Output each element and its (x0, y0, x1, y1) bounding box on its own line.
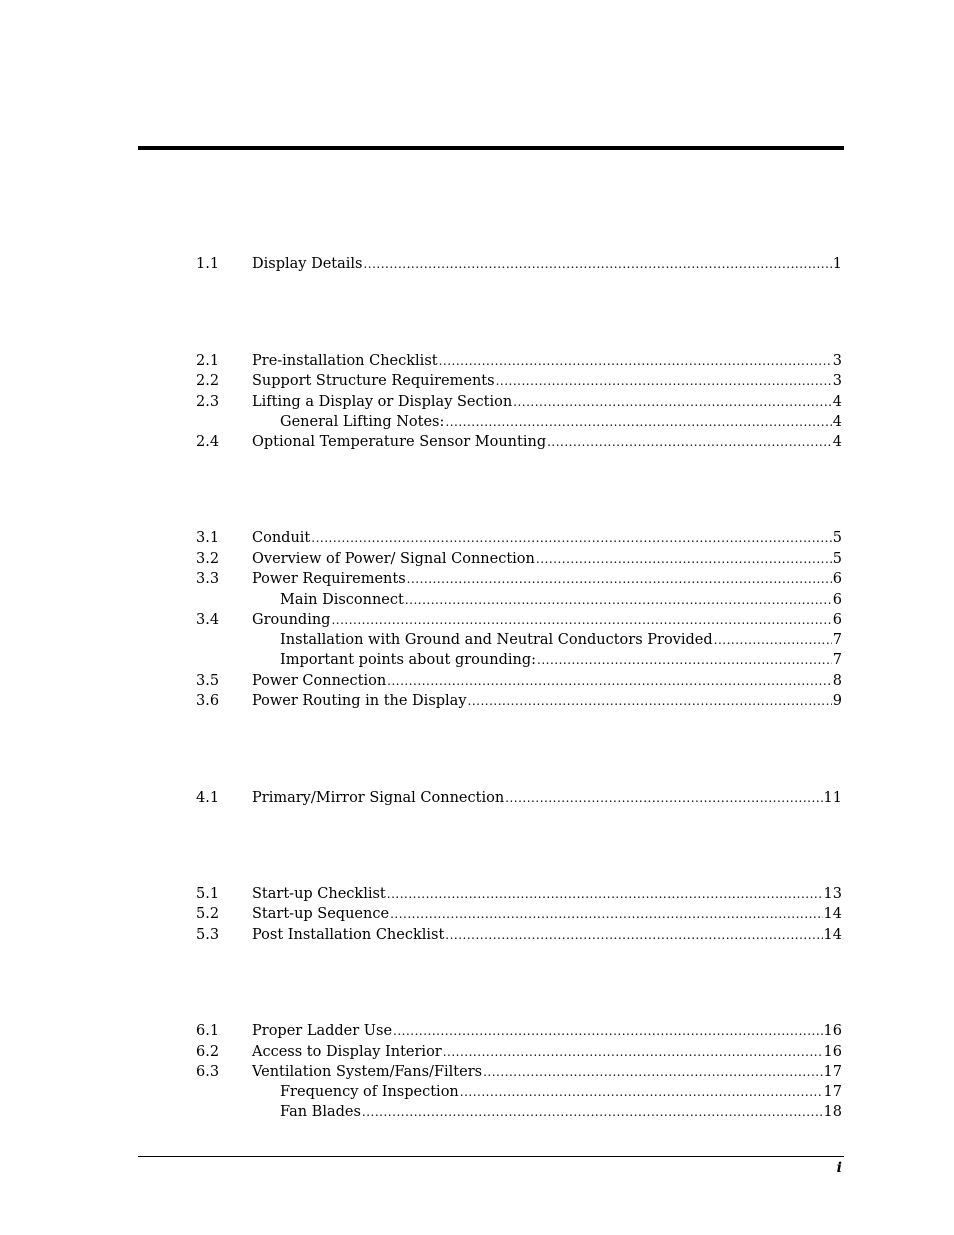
toc-entry (196, 371, 842, 391)
toc-entry (196, 528, 842, 548)
toc-entry (196, 392, 842, 412)
toc-entry (196, 1082, 842, 1102)
toc-dot-leader (363, 254, 831, 274)
toc-entry-number: 2.4 (196, 434, 220, 450)
toc-entry-number: 1.1 (196, 256, 220, 272)
toc-dot-leader (443, 1042, 823, 1062)
toc-entry-page: 18 (823, 1104, 842, 1120)
toc-dot-leader (536, 549, 832, 569)
toc-entry-page: 3 (832, 353, 842, 369)
toc-entry-page: 7 (832, 632, 842, 648)
toc-dot-leader (460, 1082, 823, 1102)
toc-entry-page: 7 (832, 652, 842, 668)
toc-entry-number: 2.3 (196, 394, 220, 410)
toc-entry-page: 3 (832, 373, 842, 389)
toc-entry-title: Ventilation System/Fans/Filters (252, 1064, 483, 1080)
toc-entry-title: Main Disconnect (280, 592, 404, 608)
toc-dot-leader (387, 884, 823, 904)
toc-entry-title: Pre-installation Checklist (252, 353, 438, 369)
toc-entry-page: 6 (832, 571, 842, 587)
toc-entry (196, 1062, 842, 1082)
toc-entry-title: Important points about grounding: (280, 652, 537, 668)
toc-entry-page: 5 (832, 530, 842, 546)
toc-dot-leader (390, 904, 822, 924)
toc-entry-title: Power Connection (252, 673, 387, 689)
toc-entry (196, 904, 842, 924)
toc-entry-title: Support Structure Requirements (252, 373, 495, 389)
toc-entry-page: 14 (823, 906, 842, 922)
toc-dot-leader (445, 412, 831, 432)
toc-entry-number: 6.1 (196, 1023, 220, 1039)
toc-entry-number: 3.1 (196, 530, 220, 546)
toc-entry-page: 6 (832, 592, 842, 608)
toc-entry-page: 11 (823, 790, 842, 806)
toc-dot-leader (505, 788, 822, 808)
toc-dot-leader (513, 392, 832, 412)
toc-entry-page: 16 (823, 1044, 842, 1060)
toc-dot-leader (405, 590, 832, 610)
toc-entry-page: 4 (832, 414, 842, 430)
toc-entry-page: 5 (832, 551, 842, 567)
toc-entry (196, 351, 842, 371)
toc-entry-page: 17 (823, 1084, 842, 1100)
footer-rule (138, 1156, 844, 1157)
toc-entry (196, 1042, 842, 1062)
toc-entry (196, 788, 842, 808)
toc-entry-title: General Lifting Notes: (280, 414, 445, 430)
toc-entry-title: Access to Display Interior (252, 1044, 442, 1060)
toc-entry-number: 3.2 (196, 551, 220, 567)
toc-entry (196, 549, 842, 569)
toc-entry-title: Grounding (252, 612, 331, 628)
toc-dot-leader (393, 1021, 823, 1041)
page-number: i (836, 1160, 842, 1176)
toc-entry (196, 610, 842, 630)
toc-entry-page: 4 (832, 434, 842, 450)
toc-dot-leader (439, 351, 832, 371)
toc-entry (196, 590, 842, 610)
toc-entry-page: 13 (823, 886, 842, 902)
toc-entry-title: Display Details (252, 256, 363, 272)
toc-entry-title: Power Requirements (252, 571, 406, 587)
toc-entry-page: 17 (823, 1064, 842, 1080)
toc-entry (196, 432, 842, 452)
toc-entry-page: 6 (832, 612, 842, 628)
toc-entry (196, 650, 842, 670)
toc-entry-title: Optional Temperature Sensor Mounting (252, 434, 547, 450)
toc-entry (196, 254, 842, 274)
toc-dot-leader (714, 630, 832, 650)
toc-entry (196, 1102, 842, 1122)
toc-entry-number: 6.2 (196, 1044, 220, 1060)
toc-entry-page: 9 (832, 693, 842, 709)
toc-entry-title: Primary/Mirror Signal Connection (252, 790, 505, 806)
toc-entry-number: 4.1 (196, 790, 220, 806)
toc-entry-number: 3.6 (196, 693, 220, 709)
toc-entry-number: 3.4 (196, 612, 220, 628)
toc-entry-number: 3.5 (196, 673, 220, 689)
toc-entry-page: 16 (823, 1023, 842, 1039)
toc-entry-number: 3.3 (196, 571, 220, 587)
toc-entry-page: 1 (832, 256, 842, 272)
toc-dot-leader (468, 691, 832, 711)
toc-entry-title: Power Routing in the Display (252, 693, 467, 709)
toc-entry-number: 2.1 (196, 353, 220, 369)
toc-dot-leader (537, 650, 832, 670)
toc-entry (196, 691, 842, 711)
toc-entry-title: Fan Blades (280, 1104, 361, 1120)
toc-entry-page: 4 (832, 394, 842, 410)
toc-entry-title: Frequency of Inspection (280, 1084, 459, 1100)
toc-entry-title: Post Installation Checklist (252, 927, 445, 943)
toc-entry-title: Proper Ladder Use (252, 1023, 393, 1039)
toc-dot-leader (547, 432, 832, 452)
toc-dot-leader (387, 671, 832, 691)
toc-entry (196, 630, 842, 650)
toc-entry-page: 14 (823, 927, 842, 943)
toc-dot-leader (311, 528, 832, 548)
toc-entry (196, 925, 842, 945)
toc-entry-number: 5.3 (196, 927, 220, 943)
toc-entry-title: Installation with Ground and Neutral Conductors Provided (280, 632, 713, 648)
toc-dot-leader (496, 371, 832, 391)
toc-dot-leader (331, 610, 831, 630)
toc-entry-number: 5.2 (196, 906, 220, 922)
toc-entry (196, 884, 842, 904)
toc-entry (196, 412, 842, 432)
toc-dot-leader (483, 1062, 822, 1082)
toc-entry (196, 671, 842, 691)
toc-entry-title: Start-up Checklist (252, 886, 386, 902)
toc-entry (196, 1021, 842, 1041)
toc-entry (196, 569, 842, 589)
toc-dot-leader (445, 925, 822, 945)
toc-entry-page: 8 (832, 673, 842, 689)
toc-entry-title: Conduit (252, 530, 311, 546)
toc-dot-leader (407, 569, 832, 589)
toc-entry-number: 6.3 (196, 1064, 220, 1080)
toc-entry-number: 5.1 (196, 886, 220, 902)
toc-dot-leader (362, 1102, 823, 1122)
toc-entry-title: Lifting a Display or Display Section (252, 394, 513, 410)
toc-entry-title: Start-up Sequence (252, 906, 390, 922)
toc-entry-number: 2.2 (196, 373, 220, 389)
toc-entry-title: Overview of Power/ Signal Connection (252, 551, 535, 567)
